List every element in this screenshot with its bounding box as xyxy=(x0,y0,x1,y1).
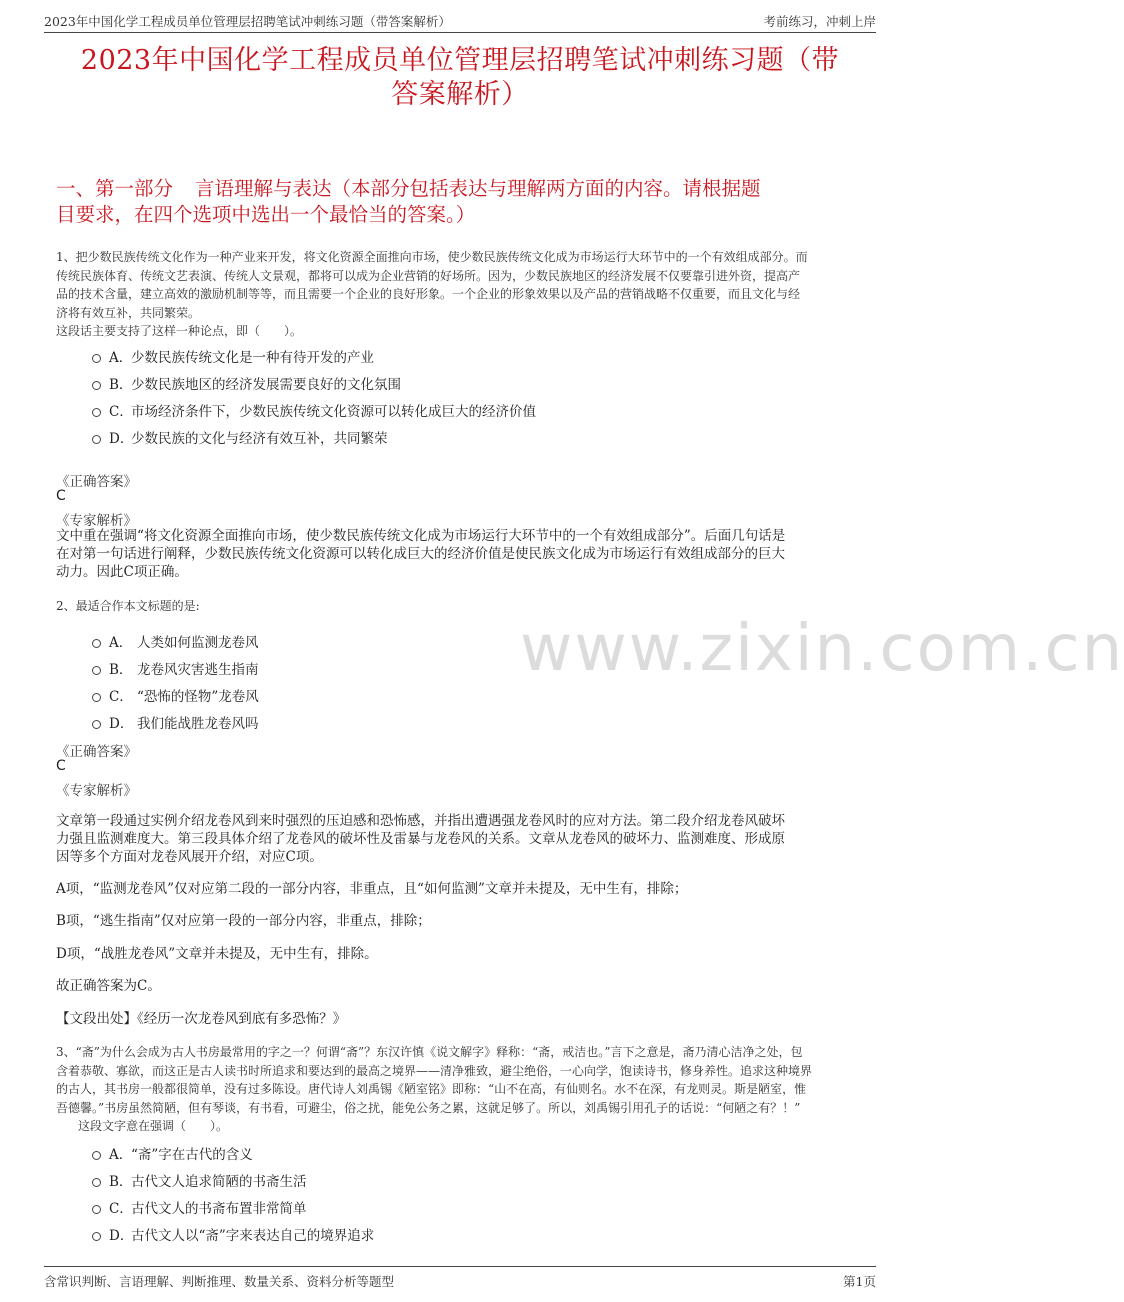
q3-option-c[interactable] xyxy=(92,1197,307,1217)
q1-answer: C xyxy=(56,488,66,504)
radio-button[interactable] xyxy=(92,381,101,390)
radio-button[interactable] xyxy=(92,639,101,648)
q2-item-b-note: B项，“逃生指南”仅对应第一段的一部分内容，非重点，排除； xyxy=(56,913,431,929)
section-heading-line-2: 目要求，在四个选项中选出一个最恰当的答案。） xyxy=(56,203,476,226)
q3-option-b[interactable] xyxy=(92,1170,307,1190)
radio-button[interactable] xyxy=(92,435,101,444)
header-slogan: 考前练习，冲刺上岸 xyxy=(763,14,876,29)
radio-button[interactable] xyxy=(92,720,101,729)
option-letter: B． xyxy=(109,662,133,678)
header-divider xyxy=(44,32,876,33)
question-1-line: 济将有效互补，共同繁荣。 xyxy=(56,305,201,320)
header-doc-title: 2023年中国化学工程成员单位管理层招聘笔试冲刺练习题（带答案解析） xyxy=(44,14,451,29)
option-letter: B． xyxy=(109,377,133,393)
question-3-stem xyxy=(56,1043,864,1117)
radio-button[interactable] xyxy=(92,666,101,675)
option-letter: D． xyxy=(109,1228,134,1244)
option-letter: A． xyxy=(109,635,133,651)
radio-button[interactable] xyxy=(92,354,101,363)
option-text: 古代文人的书斋布置非常简单 xyxy=(131,1201,307,1217)
page-title-line-2: 答案解析） xyxy=(391,79,529,110)
option-text: 市场经济条件下，少数民族传统文化资源可以转化成巨大的经济价值 xyxy=(131,404,536,420)
option-letter: B． xyxy=(109,1174,133,1190)
footer-divider xyxy=(44,1266,876,1267)
radio-button[interactable] xyxy=(92,1151,101,1160)
option-letter: A． xyxy=(109,1147,133,1163)
question-3-line: 的古人，其书房一般都很简单，没有过多陈设。唐代诗人刘禹锡《陋室铭》即称：“山不在高，有仙则名。水不在深，有龙则灵。斯是陋室，惟 xyxy=(56,1082,807,1096)
q3-option-d[interactable] xyxy=(92,1224,374,1244)
q1-analysis xyxy=(56,527,864,581)
question-1-stem xyxy=(56,248,864,341)
q2-analysis-line: 文章第一段通过实例介绍龙卷风到来时强烈的压迫感和恐怖感，并指出遭遇强龙卷风时的应对方法。第二段介绍龙卷风破坏 xyxy=(56,813,785,829)
option-letter: A． xyxy=(109,350,133,366)
radio-button[interactable] xyxy=(92,1205,101,1214)
option-letter: C． xyxy=(109,404,133,420)
question-3-prompt: 这段文字意在强调（ ）。 xyxy=(78,1119,229,1133)
q2-analysis-label: 《专家解析》 xyxy=(56,783,137,799)
q1-analysis-label: 《专家解析》 xyxy=(56,513,137,529)
option-text: 古代文人以“斋”字来表达自己的境界追求 xyxy=(131,1228,375,1244)
option-text: 人类如何监测龙卷风 xyxy=(137,635,259,651)
page-title-line-1: 2023年中国化学工程成员单位管理层招聘笔试冲刺练习题（带 xyxy=(80,45,840,76)
q2-item-d-note: D项，“战胜龙卷风”文章并未提及，无中生有，排除。 xyxy=(56,946,378,962)
question-2-stem: 2、最适合作本文标题的是: xyxy=(56,599,200,613)
question-3-line: 含着恭敬、寡欲，而这正是古人读书时所追求和要达到的最高之境界——清净雅致，避尘绝俗，一心向学，饱读诗书，修身养性。追求这种境界 xyxy=(56,1063,813,1078)
q2-answer: C xyxy=(56,758,66,774)
section-heading-line-1: 言语理解与表达（本部分包括表达与理解两方面的内容。请根据题 xyxy=(195,177,761,200)
q1-analysis-line: 动力。因此C项正确。 xyxy=(56,564,188,580)
q1-analysis-line: 在对第一句话进行阐释，少数民族传统文化资源可以转化成巨大的经济价值是使民族文化成为市场运行有效组成部分的巨大 xyxy=(56,546,785,562)
option-text: 少数民族地区的经济发展需要良好的文化氛围 xyxy=(131,377,401,393)
q2-option-c[interactable] xyxy=(92,685,259,705)
radio-button[interactable] xyxy=(92,1232,101,1241)
q2-answer-label: 《正确答案》 xyxy=(56,744,137,760)
question-1-prompt: 这段话主要支持了这样一种论点，即（ ）。 xyxy=(56,324,303,338)
radio-button[interactable] xyxy=(92,408,101,417)
question-3-line: 3、“斋”为什么会成为古人书房最常用的字之一？何谓“斋”？东汉许慎《说文解字》释称：“斋，戒洁也。”言下之意是，斋乃清心洁净之处，包 xyxy=(56,1045,803,1059)
option-text: 少数民族的文化与经济有效互补，共同繁荣 xyxy=(131,431,388,447)
q1-analysis-line: 文中重在强调“将文化资源全面推向市场，使少数民族传统文化成为市场运行大环节中的一个有效组成部分”。后面几句话是 xyxy=(56,528,786,544)
q1-option-b[interactable] xyxy=(92,373,401,393)
section-heading xyxy=(56,176,864,228)
question-3-line: 吾德馨。”书房虽然简陋，但有琴谈，有书看，可避尘，俗之扰，能免公务之累，这就足够了。所以，刘禹锡引用孔子的话说：“何陋之有？！” xyxy=(56,1100,801,1115)
q1-option-a[interactable] xyxy=(92,346,374,366)
option-text: 古代文人追求简陋的书斋生活 xyxy=(131,1174,307,1190)
section-prefix: 一、第一部分 xyxy=(56,177,174,200)
footer-question-types: 含常识判断、言语理解、判断推理、数量关系、资料分析等题型 xyxy=(44,1274,395,1289)
option-letter: C． xyxy=(109,689,133,705)
option-text: 龙卷风灾害逃生指南 xyxy=(137,662,259,678)
option-text: 我们能战胜龙卷风吗 xyxy=(137,716,259,732)
option-letter: C． xyxy=(109,1201,133,1217)
q2-analysis-line: 力强且监测难度大。第三段具体介绍了龙卷风的破坏性及雷暴与龙卷风的关系。文章从龙卷风的破坏力、监测难度、形成原 xyxy=(56,831,785,847)
radio-button[interactable] xyxy=(92,1178,101,1187)
option-letter: D． xyxy=(109,431,134,447)
watermark: www.zixin.com.cn xyxy=(520,612,1124,686)
q2-analysis xyxy=(56,812,864,866)
q2-option-b[interactable] xyxy=(92,658,259,678)
q1-option-d[interactable] xyxy=(92,427,388,447)
q2-item-a-note: A项，“监测龙卷风”仅对应第二段的一部分内容，非重点，且“如何监测”文章并未提及，无中生有，排除； xyxy=(56,881,688,897)
q2-analysis-line: 因等多个方面对龙卷风展开介绍，对应C项。 xyxy=(56,849,323,865)
q1-answer-label: 《正确答案》 xyxy=(56,474,137,490)
page-number: 第1页 xyxy=(843,1274,876,1289)
radio-button[interactable] xyxy=(92,693,101,702)
question-1-line: 品的技术含量，建立高效的激励机制等等，而且需要一个企业的良好形象。一个企业的形象效果以及产品的营销战略不仅重要，而且文化与经 xyxy=(56,287,801,301)
q3-option-a[interactable] xyxy=(92,1143,253,1163)
q2-option-a[interactable] xyxy=(92,631,259,651)
option-text: “恐怖的怪物”龙卷风 xyxy=(137,689,259,705)
q2-conclusion: 故正确答案为C。 xyxy=(56,978,161,994)
q2-option-d[interactable] xyxy=(92,712,259,732)
option-text: 少数民族传统文化是一种有待开发的产业 xyxy=(131,350,374,366)
q2-source: 【文段出处】《经历一次龙卷风到底有多恐怖？》 xyxy=(56,1011,347,1027)
question-1-line: 传统民族体育、传统文艺表演、传统人文景观，都将可以成为企业营销的好场所。因为，少数民族地区的经济发展不仅要靠引进外资，提高产 xyxy=(56,268,801,283)
q1-option-c[interactable] xyxy=(92,400,536,420)
page-title xyxy=(56,44,864,112)
option-text: “斋”字在古代的含义 xyxy=(131,1147,253,1163)
option-letter: D． xyxy=(109,716,134,732)
question-1-line: 1、把少数民族传统文化作为一种产业来开发，将文化资源全面推向市场，使少数民族传统文化成为市场运行大环节中的一个有效组成部分。而 xyxy=(56,250,808,264)
